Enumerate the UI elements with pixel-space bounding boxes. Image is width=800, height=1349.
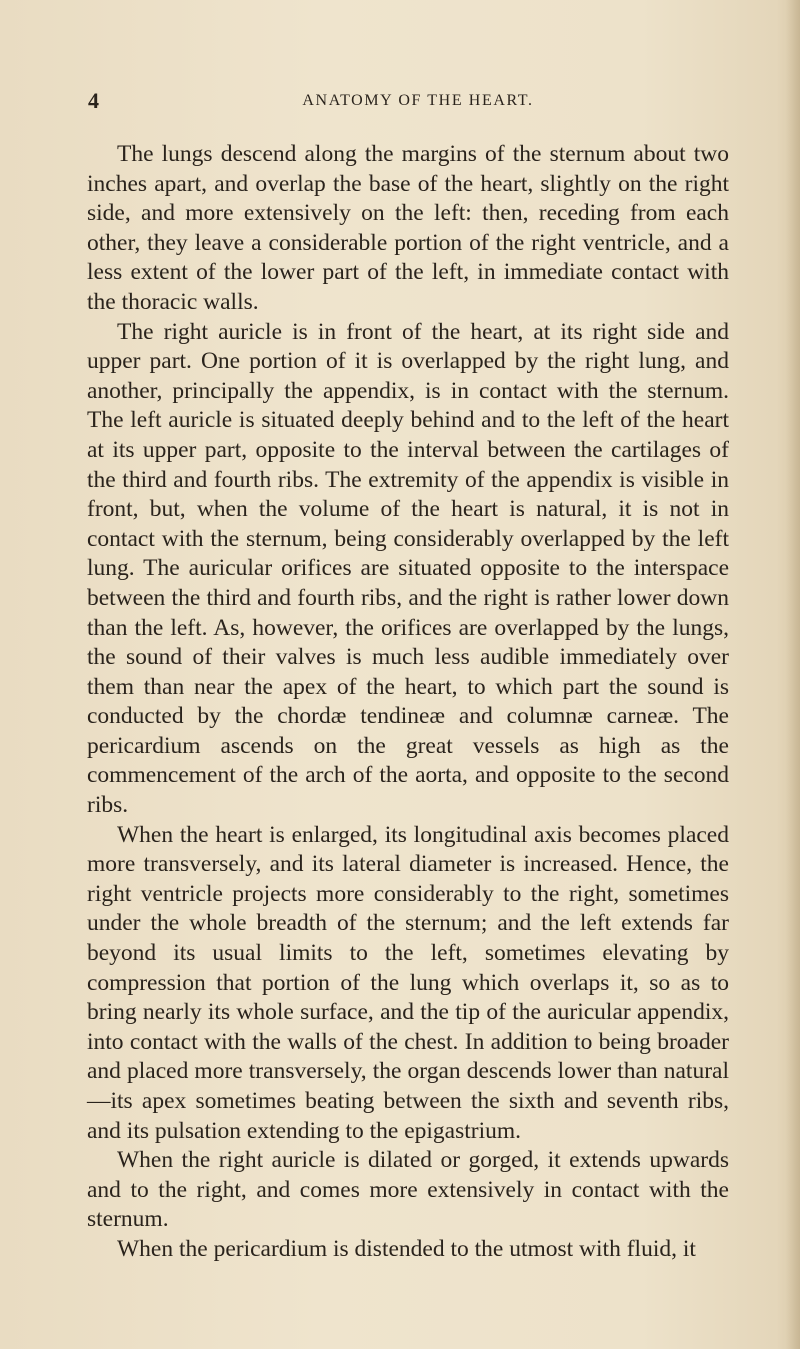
paragraph: The lungs descend along the margins of the sternum about two inches apart, and overlap the base of the heart, slightly on the right side, and more extensively on the left: then, receding from each other, they leave a considerable portion of the right ventricle, and a less extent of the lower part of the left, in immediate contact with the thoracic walls. [87,141,729,315]
running-head: ANATOMY OF THE HEART. [302,92,534,109]
paragraph: The right auricle is in front of the heart, at its right side and upper part. One portion of it is overlapped by the right lung, and another, principally the appendix, is in contact with the sternum. The left auricle is situated deeply behind and to the left of the heart at its upper part, opposite to the interval between the cartilages of the third and fourth ribs. The extremity of the appendix is visible in front, but, when the volume of the heart is natural, it is not in contact with the sternum, being considerably overlapped by the left lung. The auricular orifices are situated opposite to the interspace between the third and fourth ribs, and the right is rather lower down than the left. As, however, the orifices are overlapped by the lungs, the sound of their valves is much less audible immediately over them than near the apex of the heart, to which part the sound is conducted by the chordæ tendineæ and columnæ carneæ. The pericardium ascends on the great vessels as high as the commencement of the arch of the aorta, and opposite to the second ribs. [87,318,729,819]
paragraph: When the pericardium is distended to the utmost with fluid, it [117,1235,696,1262]
body-text [87,140,729,1265]
page-header [88,88,726,114]
page-edge-shadow [786,0,800,1349]
page-number: 4 [88,88,100,113]
paragraph: When the right auricle is dilated or gorged, it extends upwards and to the right, and comes more extensively in contact with the sternum. [87,1147,729,1233]
paragraph: When the heart is enlarged, its longitudinal axis becomes placed more transversely, and its lateral diameter is increased. Hence, the right ventricle projects more considerably to the right, sometimes under the whole breadth of the sternum; and the left extends far beyond its usual limits to the left, sometimes elevating by compression that portion of the lung which overlaps it, so as to bring nearly its whole surface, and the tip of the auricular appendix, into contact with the walls of the chest. In addition to being broader and placed more transversely, the organ descends lower than natural—its apex sometimes beating between the sixth and seventh ribs, and its pulsation extending to the epigastrium. [87,821,729,1144]
